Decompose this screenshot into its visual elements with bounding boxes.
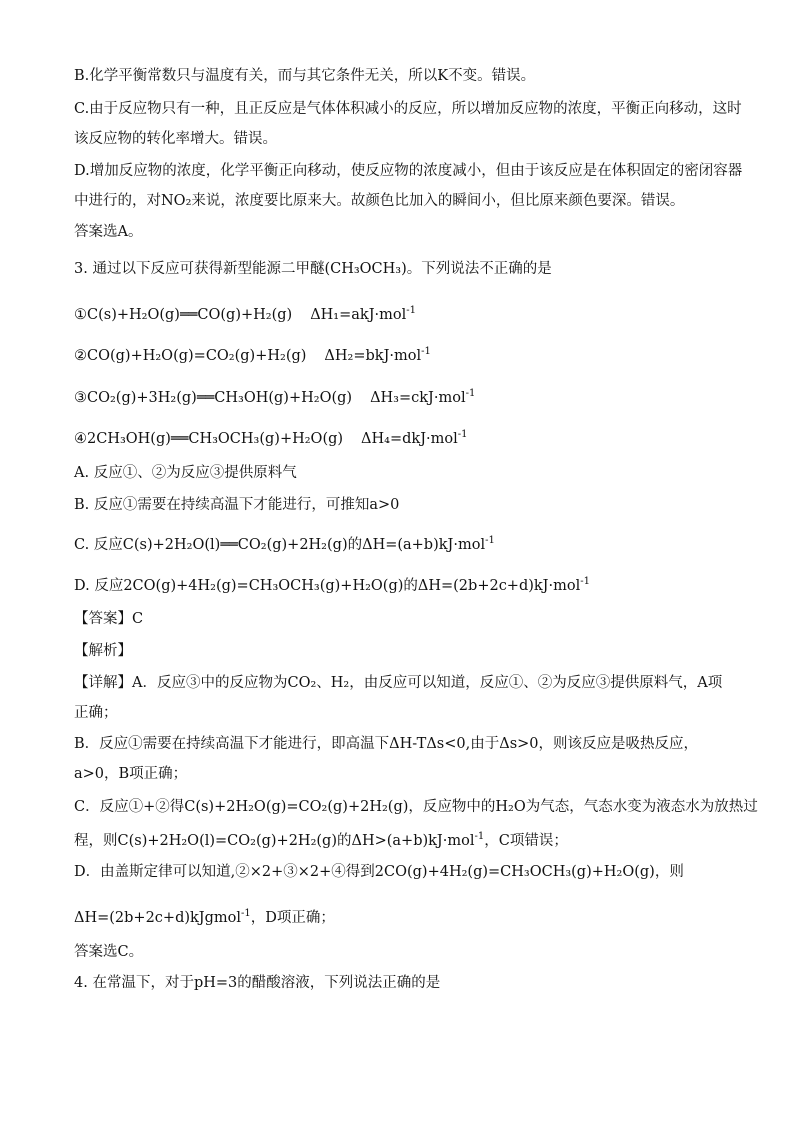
reaction-4-exponent: -1 — [457, 429, 468, 440]
detail-c-exponent: -1 — [474, 831, 485, 842]
option-d-exponent: -1 — [580, 576, 590, 587]
analysis-label: 【解析】 — [74, 643, 132, 659]
option-d-text: D. 反应2CO(g)+4H₂(g)=CH₃OCH₃(g)+H₂O(g)的ΔH=(2b+2c+d)kJ·mol — [74, 578, 581, 594]
option-d — [74, 572, 734, 596]
option-c-exponent: -1 — [485, 535, 495, 546]
option-c-text: C. 反应C(s)+2H₂O(l)══CO₂(g)+2H₂(g)的ΔH=(a+b)kJ·mol — [74, 537, 486, 553]
explain-c-line1: C.由于反应物只有一种，且正反应是气体体积减小的反应，所以增加反应物的浓度，平衡正向移动，这时 — [74, 101, 742, 117]
question-4-stem: 4. 在常温下，对于pH=3的醋酸溶液，下列说法正确的是 — [74, 975, 441, 991]
reaction-1 — [74, 301, 734, 325]
reaction-1-exponent: -1 — [406, 305, 416, 316]
detail-d-line2-tail: ，D项正确； — [250, 910, 335, 926]
question-3-stem: 3. 通过以下反应可获得新型能源二甲醚(CH₃OCH₃)。下列说法不正确的是 — [74, 261, 552, 277]
reaction-1-equation: ①C(s)+H₂O(g)══CO(g)+H₂(g) — [74, 307, 293, 323]
detail-d-line1: D．由盖斯定律可以知道,②×2+③×2+④得到2CO(g)+4H₂(g)=CH₃OCH₃(g)+H₂O(g)，则 — [74, 864, 684, 880]
reaction-1-enthalpy: ΔH₁=akJ·mol — [310, 307, 407, 323]
reaction-2-equation: ②CO(g)+H₂O(g)=CO₂(g)+H₂(g) — [74, 348, 307, 364]
detail-a-line2: 正确； — [74, 705, 118, 721]
option-c — [74, 531, 734, 555]
reaction-2-enthalpy: ΔH₂=bkJ·mol — [324, 348, 422, 364]
detail-b-line2: a>0，B项正确； — [74, 766, 188, 782]
explain-d-line1: D.增加反应物的浓度，化学平衡正向移动，使反应物的浓度减小，但由于该反应是在体积固定的密闭容器 — [74, 163, 743, 179]
detail-d-exponent: -1 — [241, 908, 251, 919]
detail-c-line2-tail: ，C项错误； — [484, 833, 568, 849]
detail-c-line1: C．反应①+②得C(s)+2H₂O(g)=CO₂(g)+2H₂(g)，反应物中的H₂O为气态，气态水变为液态水为放热过 — [74, 799, 758, 815]
reaction-2-exponent: -1 — [421, 346, 431, 357]
explain-c-line2: 该反应物的转化率增大。错误。 — [74, 131, 277, 147]
reaction-3-exponent: -1 — [465, 388, 476, 399]
detail-b-line1: B．反应①需要在持续高温下才能进行，即高温下ΔH-TΔs<0,由于Δs>0，则该反应是吸热反应， — [74, 736, 699, 752]
reaction-3 — [74, 384, 734, 408]
option-b: B. 反应①需要在持续高温下才能进行，可推知a>0 — [74, 497, 400, 513]
answer-label: 【答案】C — [74, 611, 144, 627]
reaction-4 — [74, 425, 734, 449]
reaction-4-enthalpy: ΔH₄=dkJ·mol — [361, 431, 458, 447]
detail-d-line2 — [74, 904, 734, 928]
detail-c-line2-text: 程，则C(s)+2H₂O(l)=CO₂(g)+2H₂(g)的ΔH>(a+b)kJ·mol — [74, 833, 475, 849]
answer-q3: 答案选C。 — [74, 944, 144, 960]
explain-d-line2: 中进行的，对NO₂来说，浓度要比原来大。故颜色比加入的瞬间小，但比原来颜色要深。错误。 — [74, 193, 685, 209]
reaction-3-equation: ③CO₂(g)+3H₂(g)══CH₃OH(g)+H₂O(g) — [74, 390, 353, 406]
answer-prev: 答案选A。 — [74, 224, 143, 240]
explain-b: B.化学平衡常数只与温度有关，而与其它条件无关，所以K不变。错误。 — [74, 68, 536, 84]
reaction-4-equation: ④2CH₃OH(g)══CH₃OCH₃(g)+H₂O(g) — [74, 431, 344, 447]
reaction-2 — [74, 342, 734, 366]
detail-c-line2 — [74, 827, 734, 851]
detail-a-line1: 【详解】A．反应③中的反应物为CO₂、H₂，由反应可以知道，反应①、②为反应③提供原料气，A项 — [74, 675, 723, 691]
option-a: A. 反应①、②为反应③提供原料气 — [74, 465, 297, 481]
reaction-3-enthalpy: ΔH₃=ckJ·mol — [370, 390, 466, 406]
detail-d-line2-text: ΔH=(2b+2c+d)kJgmol — [74, 910, 242, 926]
